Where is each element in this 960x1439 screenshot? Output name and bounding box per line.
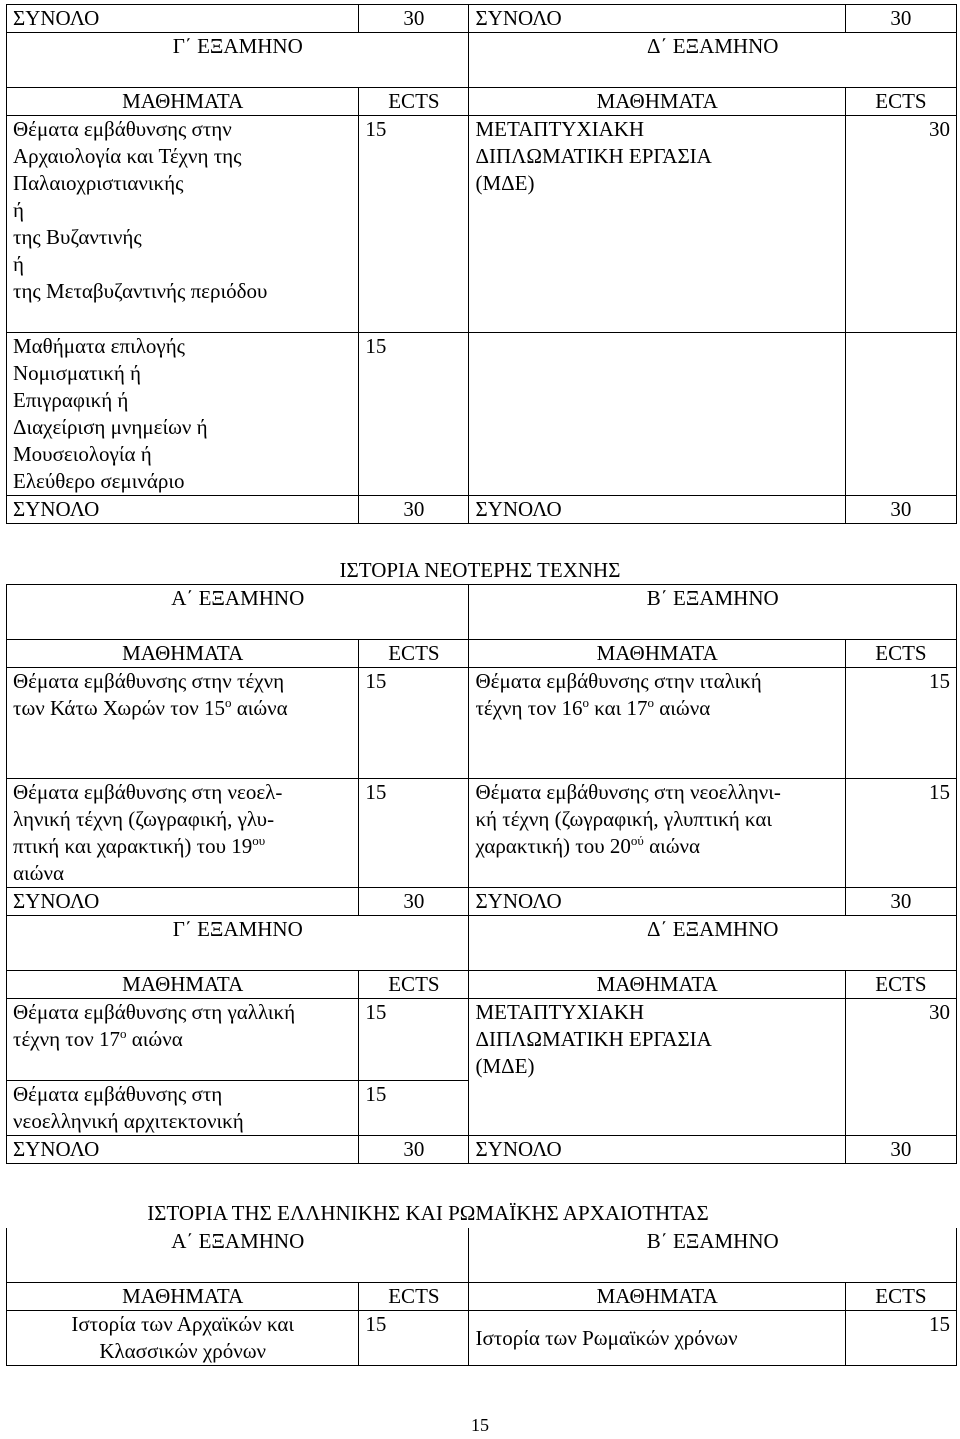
header-row <box>7 88 957 116</box>
courses-header: ΜΑΘΗΜΑΤΑ <box>469 971 845 999</box>
course-name: Θέματα εμβάθυνσης στη γαλλική τέχνη τον $17^o$ αιώνα <box>7 999 359 1081</box>
courses-header: ΜΑΘΗΜΑΤΑ <box>469 640 845 668</box>
elective-ects: 15 <box>359 333 469 496</box>
course-ects: 15 <box>359 1311 469 1366</box>
semester-row <box>7 1228 957 1258</box>
course-row <box>7 779 957 888</box>
total-value: 30 <box>359 1136 469 1164</box>
course-ects: 15 <box>359 999 469 1081</box>
courses-header: ΜΑΘΗΜΑΤΑ <box>7 88 359 116</box>
ects-header: ECTS <box>359 1283 469 1311</box>
section-title-modern-art: ΙΣΤΟΡΙΑ ΝΕΟΤΕΡΗΣ ΤΕΧΝΗΣ <box>339 558 621 582</box>
course-row <box>7 1311 957 1366</box>
ects-header: ECTS <box>845 1283 956 1311</box>
total-value: 30 <box>845 5 956 33</box>
ects-header: ECTS <box>845 88 956 116</box>
thesis-name: ΜΕΤΑΠΤΥΧΙΑΚΗ ΔΙΠΛΩΜΑΤΙΚΗ ΕΡΓΑΣΙΑ (ΜΔΕ) <box>469 999 845 1136</box>
header-row <box>7 640 957 668</box>
elective-title: Μαθήματα επιλογής <box>13 334 185 358</box>
total-value: 30 <box>845 888 956 916</box>
course-ects: 15 <box>845 668 956 779</box>
courses-header: ΜΑΘΗΜΑΤΑ <box>469 1283 845 1311</box>
header-row <box>7 971 957 999</box>
semester-d-label: Δ΄ ΕΞΑΜΗΝΟ <box>469 916 957 947</box>
ects-header: ECTS <box>359 88 469 116</box>
courses-header: ΜΑΘΗΜΑΤΑ <box>469 88 845 116</box>
total-value: 30 <box>359 5 469 33</box>
section-title-antiquity: ΙΣΤΟΡΙΑ ΤΗΣ ΕΛΛΗΝΙΚΗΣ ΚΑΙ ΡΩΜΑΪΚΗΣ ΑΡΧΑΙΟΤΗΤΑΣ <box>147 1201 709 1225</box>
elective-row <box>7 333 957 496</box>
total-label: ΣΥΝΟΛΟ <box>469 496 845 524</box>
total-label: ΣΥΝΟΛΟ <box>7 1136 359 1164</box>
course-row <box>7 116 957 333</box>
total-row <box>7 496 957 524</box>
course-ects: 15 <box>359 668 469 779</box>
course-name: Θέματα εμβάθυνσης στην Αρχαιολογία και Τέχνη της Παλαιοχριστιανικής ή της Βυζαντινής ή της Μεταβυζαντινής περιόδου <box>7 116 359 333</box>
course-name: Θέματα εμβάθυνσης στην ιταλική τέχνη τον $16^o$ και $17^o$ αιώνα <box>469 668 845 779</box>
course-ects: 15 <box>845 1311 956 1366</box>
table-modern-art <box>6 584 957 1164</box>
total-row <box>7 888 957 916</box>
semester-row <box>7 585 957 616</box>
course-ects: 15 <box>359 1081 469 1136</box>
courses-header: ΜΑΘΗΜΑΤΑ <box>7 1283 359 1311</box>
course-row <box>7 999 957 1081</box>
total-label: ΣΥΝΟΛΟ <box>469 888 845 916</box>
thesis-ects: 30 <box>845 116 956 333</box>
course-ects: 15 <box>845 779 956 888</box>
course-name: Ιστορία των Αρχαϊκών και Κλασσικών χρόνων <box>7 1311 359 1366</box>
course-name: Θέματα εμβάθυνσης στη νεοελληνι- κή τέχνη (ζωγραφική, γλυπτική και χαρακτική) του $20^{oύ}$ αιώνα <box>469 779 845 888</box>
courses-header: ΜΑΘΗΜΑΤΑ <box>7 971 359 999</box>
semester-c-label: Γ΄ ΕΞΑΜΗΝΟ <box>7 33 469 64</box>
thesis-ects: 30 <box>845 999 956 1136</box>
total-row <box>7 1136 957 1164</box>
total-label: ΣΥΝΟΛΟ <box>7 5 359 33</box>
ects-header: ECTS <box>359 640 469 668</box>
semester-b-label: Β΄ ΕΞΑΜΗΝΟ <box>469 1228 957 1258</box>
semester-d-label: Δ΄ ΕΞΑΜΗΝΟ <box>469 33 957 64</box>
table-antiquity <box>6 1228 957 1366</box>
course-name: Θέματα εμβάθυνσης στη νεοελληνική αρχιτεκτονική <box>7 1081 359 1136</box>
course-ects: 15 <box>359 779 469 888</box>
course-ects: 15 <box>359 116 469 333</box>
ects-header: ECTS <box>359 971 469 999</box>
semester-row <box>7 33 957 64</box>
table-byzantine <box>6 4 957 524</box>
semester-c-label: Γ΄ ΕΞΑΜΗΝΟ <box>7 916 469 947</box>
ects-header: ECTS <box>845 971 956 999</box>
page-number: 15 <box>471 1415 489 1435</box>
total-label: ΣΥΝΟΛΟ <box>7 496 359 524</box>
course-name: Θέματα εμβάθυνσης στη νεοελ- ληνική τέχνη (ζωγραφική, γλυ- πτική και χαρακτική) του $19^{o\upsilon}$ αιώνα <box>7 779 359 888</box>
total-label: ΣΥΝΟΛΟ <box>469 1136 845 1164</box>
ects-header: ECTS <box>845 640 956 668</box>
course-name: Ιστορία των Ρωμαϊκών χρόνων <box>469 1311 845 1366</box>
total-row <box>7 5 957 33</box>
courses-header: ΜΑΘΗΜΑΤΑ <box>7 640 359 668</box>
elective-list: Νομισματική ή Επιγραφική ή Διαχείριση μνημείων ή Μουσειολογία ή Ελεύθερο σεμινάριο <box>13 361 208 493</box>
thesis-name: ΜΕΤΑΠΤΥΧΙΑΚΗ ΔΙΠΛΩΜΑΤΙΚΗ ΕΡΓΑΣΙΑ (ΜΔΕ) <box>469 116 845 333</box>
total-value: 30 <box>359 888 469 916</box>
semester-row <box>7 916 957 947</box>
total-value: 30 <box>845 1136 956 1164</box>
semester-b-label: Β΄ ΕΞΑΜΗΝΟ <box>469 585 957 616</box>
total-value: 30 <box>845 496 956 524</box>
semester-a-label: Α΄ ΕΞΑΜΗΝΟ <box>7 1228 469 1258</box>
course-name: Θέματα εμβάθυνσης στην τέχνη των Κάτω Χωρών τον $15^o$ αιώνα <box>7 668 359 779</box>
total-label: ΣΥΝΟΛΟ <box>469 5 845 33</box>
total-label: ΣΥΝΟΛΟ <box>7 888 359 916</box>
course-row <box>7 668 957 779</box>
total-value: 30 <box>359 496 469 524</box>
semester-a-label: Α΄ ΕΞΑΜΗΝΟ <box>7 585 469 616</box>
header-row <box>7 1283 957 1311</box>
